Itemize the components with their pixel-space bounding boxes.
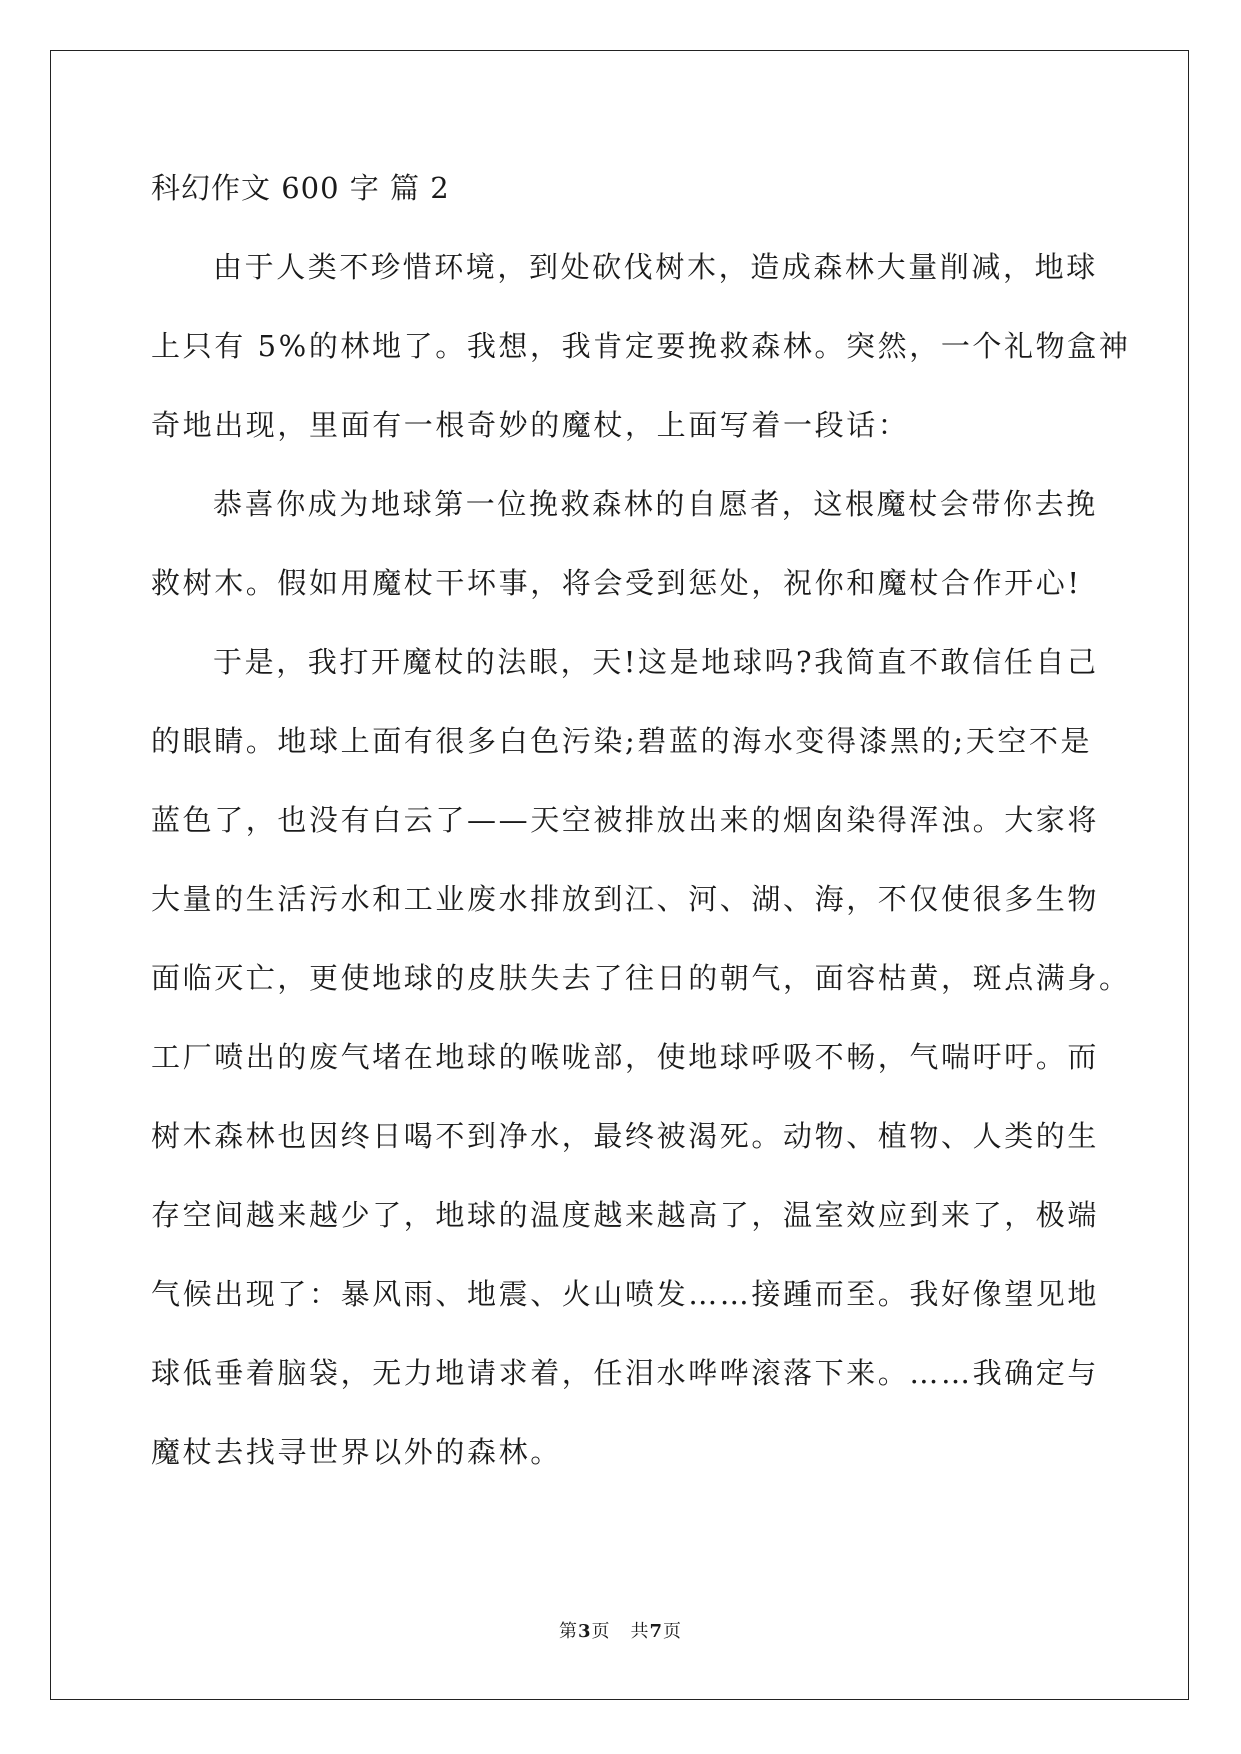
document-body bbox=[151, 168, 1131, 1472]
paragraph-line: 魔杖去找寻世界以外的森林。 bbox=[151, 1435, 562, 1469]
paragraph-line: 于是，我打开魔杖的法眼，天!这是地球吗?我简直不敢信任自己 bbox=[213, 645, 1099, 679]
paragraph-line: 大量的生活污水和工业废水排放到江、河、湖、海，不仅使很多生物 bbox=[151, 882, 1100, 916]
paragraph-line: 的眼睛。地球上面有很多白色污染;碧蓝的海水变得漆黑的;天空不是 bbox=[151, 724, 1093, 758]
page-number: 3 bbox=[577, 1621, 592, 1642]
paragraph-line: 存空间越来越少了，地球的温度越来越高了，温室效应到来了，极端 bbox=[151, 1198, 1100, 1232]
paragraph-line: 上只有 5%的林地了。我想，我肯定要挽救森林。突然，一个礼物盒神 bbox=[151, 329, 1131, 363]
page-prefix: 第 bbox=[558, 1621, 578, 1642]
paragraph-line: 树木森林也因终日喝不到净水，最终被渴死。动物、植物、人类的生 bbox=[151, 1119, 1100, 1153]
paragraph-line: 工厂喷出的废气堵在地球的喉咙部，使地球呼吸不畅，气喘吁吁。而 bbox=[151, 1040, 1100, 1074]
paragraph-1 bbox=[151, 247, 1131, 445]
paragraph-line: 由于人类不珍惜环境，到处砍伐树木，造成森林大量削减，地球 bbox=[213, 250, 1098, 284]
total-pages: 7 bbox=[649, 1621, 664, 1642]
page-suffix: 页 bbox=[591, 1621, 611, 1642]
paragraph-line: 球低垂着脑袋，无力地请求着，任泪水哗哗滚落下来。……我确定与 bbox=[151, 1356, 1100, 1390]
paragraph-line: 救树木。假如用魔杖干坏事，将会受到惩处，祝你和魔杖合作开心! bbox=[151, 566, 1082, 600]
paragraph-line: 蓝色了，也没有白云了——天空被排放出来的烟囱染得浑浊。大家将 bbox=[151, 803, 1100, 837]
paragraph-line: 气候出现了：暴风雨、地震、火山喷发……接踵而至。我好像望见地 bbox=[151, 1277, 1100, 1311]
paragraph-line: 面临灭亡，更使地球的皮肤失去了往日的朝气，面容枯黄，斑点满身。 bbox=[151, 961, 1131, 995]
total-suffix: 页 bbox=[663, 1621, 683, 1642]
document-title: 科幻作文 600 字 篇 2 bbox=[151, 171, 450, 205]
paragraph-line: 奇地出现，里面有一根奇妙的魔杖，上面写着一段话： bbox=[151, 408, 910, 442]
paragraph-3 bbox=[151, 642, 1131, 1472]
total-prefix: 共 bbox=[630, 1621, 650, 1642]
page-footer bbox=[0, 1620, 1241, 1644]
paragraph-line: 恭喜你成为地球第一位挽救森林的自愿者，这根魔杖会带你去挽 bbox=[213, 487, 1098, 521]
paragraph-2 bbox=[151, 484, 1098, 603]
